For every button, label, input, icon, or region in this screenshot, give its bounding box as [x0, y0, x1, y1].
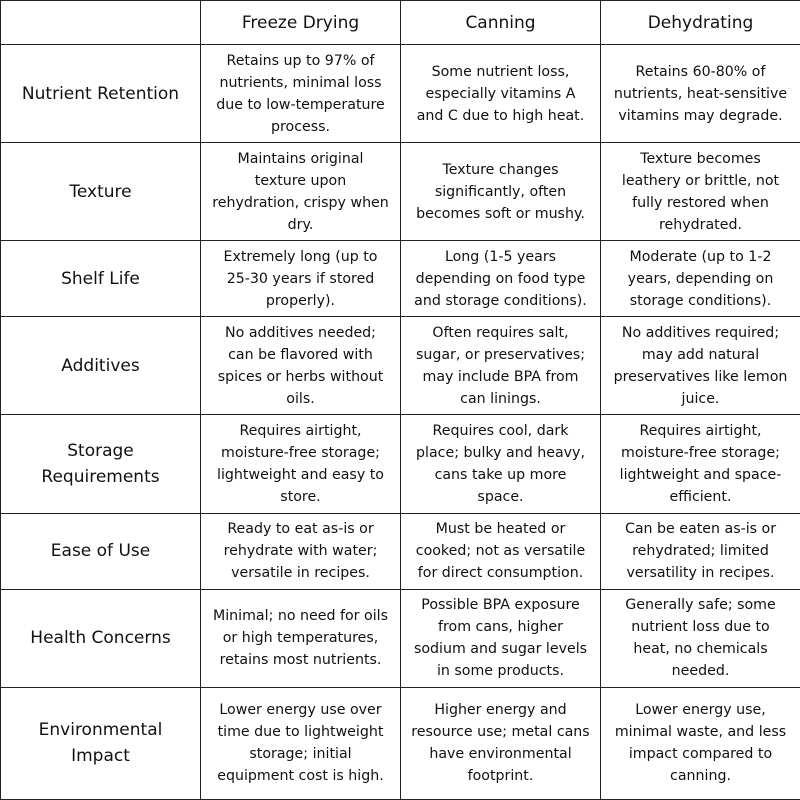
row-texture: [1, 143, 800, 241]
cell-dehydrating: Moderate (up to 1-2 years, depending on storage conditions).: [601, 241, 800, 317]
row-ease-of-use: [1, 513, 800, 589]
corner-cell: [1, 1, 201, 45]
cell-dehydrating: Texture becomes leathery or brittle, not fully restored when rehydrated.: [601, 143, 800, 241]
cell-freeze-drying: Ready to eat as-is or rehydrate with water; versatile in recipes.: [201, 513, 401, 589]
row-header: Health Concerns: [1, 589, 201, 687]
row-health-concerns: [1, 589, 800, 687]
row-header: Ease of Use: [1, 513, 201, 589]
cell-freeze-drying: Lower energy use over time due to lightweight storage; initial equipment cost is high.: [201, 687, 401, 799]
cell-canning: Often requires salt, sugar, or preservatives; may include BPA from can linings.: [401, 317, 601, 415]
row-header: Storage Requirements: [1, 415, 201, 513]
row-header: Nutrient Retention: [1, 45, 201, 143]
column-header-dehydrating: Dehydrating: [601, 1, 800, 45]
cell-dehydrating: No additives required; may add natural preservatives like lemon juice.: [601, 317, 800, 415]
cell-freeze-drying: No additives needed; can be flavored with spices or herbs without oils.: [201, 317, 401, 415]
cell-canning: Some nutrient loss, especially vitamins A and C due to high heat.: [401, 45, 601, 143]
cell-canning: Must be heated or cooked; not as versatile for direct consumption.: [401, 513, 601, 589]
cell-canning: Requires cool, dark place; bulky and heavy, cans take up more space.: [401, 415, 601, 513]
cell-dehydrating: Generally safe; some nutrient loss due to heat, no chemicals needed.: [601, 589, 800, 687]
cell-freeze-drying: Retains up to 97% of nutrients, minimal loss due to low-temperature process.: [201, 45, 401, 143]
cell-freeze-drying: Maintains original texture upon rehydration, crispy when dry.: [201, 143, 401, 241]
row-header: Additives: [1, 317, 201, 415]
column-header-freeze-drying: Freeze Drying: [201, 1, 401, 45]
cell-freeze-drying: Minimal; no need for oils or high temperatures, retains most nutrients.: [201, 589, 401, 687]
column-header-canning: Canning: [401, 1, 601, 45]
header-row: [1, 1, 800, 45]
cell-canning: Texture changes significantly, often becomes soft or mushy.: [401, 143, 601, 241]
row-storage-requirements: [1, 415, 800, 513]
cell-dehydrating: Requires airtight, moisture-free storage; lightweight and space- efficient.: [601, 415, 800, 513]
row-nutrient-retention: [1, 45, 800, 143]
row-header: Shelf Life: [1, 241, 201, 317]
cell-dehydrating: Retains 60-80% of nutrients, heat-sensitive vitamins may degrade.: [601, 45, 800, 143]
row-additives: [1, 317, 800, 415]
cell-dehydrating: Lower energy use, minimal waste, and less impact compared to canning.: [601, 687, 800, 799]
cell-canning: Possible BPA exposure from cans, higher sodium and sugar levels in some products.: [401, 589, 601, 687]
cell-canning: Higher energy and resource use; metal cans have environmental footprint.: [401, 687, 601, 799]
row-header: Environmental Impact: [1, 687, 201, 799]
cell-canning: Long (1-5 years depending on food type and storage conditions).: [401, 241, 601, 317]
cell-freeze-drying: Extremely long (up to 25-30 years if stored properly).: [201, 241, 401, 317]
row-environmental-impact: [1, 687, 800, 799]
row-shelf-life: [1, 241, 800, 317]
cell-freeze-drying: Requires airtight, moisture-free storage; lightweight and easy to store.: [201, 415, 401, 513]
cell-dehydrating: Can be eaten as-is or rehydrated; limited versatility in recipes.: [601, 513, 800, 589]
row-header: Texture: [1, 143, 201, 241]
